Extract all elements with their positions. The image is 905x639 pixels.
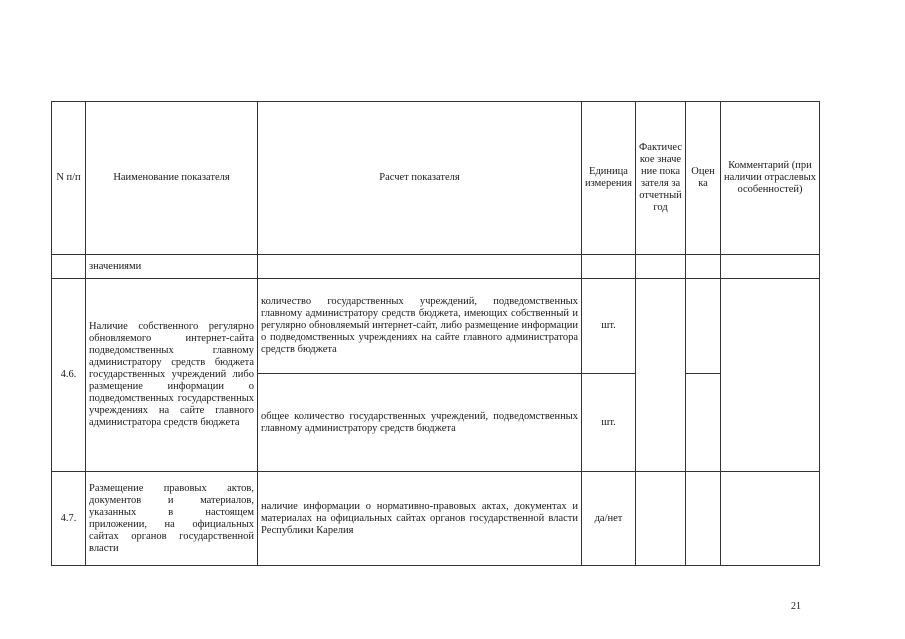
- row46-grade1: [686, 279, 721, 374]
- row46-num: 4.6.: [52, 279, 86, 472]
- header-comment: Комментарий (при наличии отраслевых особенностей): [721, 102, 820, 255]
- row47-calc: наличие информации о нормативно-правовых актах, документах и материалах на официальных сайтах органов государственной власти Республики Карелия: [258, 472, 582, 566]
- row46-unit2: шт.: [582, 374, 636, 472]
- header-grade: Оценка: [686, 102, 721, 255]
- row47-unit: да/нет: [582, 472, 636, 566]
- cont-name: значениями: [86, 255, 258, 279]
- row47-num: 4.7.: [52, 472, 86, 566]
- row46-grade2: [686, 374, 721, 472]
- row46-calc1: количество государственных учреждений, подведомственных главному администратору средств бюджета, имеющих собственный и регулярно обновляемый интернет-сайт, либо размещение информации о подведомственных учреждениях на сайте главного администратора средств бюджета: [258, 279, 582, 374]
- row46-unit1: шт.: [582, 279, 636, 374]
- header-num: N п/п: [52, 102, 86, 255]
- row46-name: Наличие собственного регулярно обновляемого интернет-сайта подведомственных главному администратору средств бюджета государственных учреждений либо размещение информации о подведомственных государственных учреждениях на сайте главного администратора средств бюджета: [86, 279, 258, 472]
- cell-empty: [721, 255, 820, 279]
- header-name: Наименование показателя: [86, 102, 258, 255]
- cell-empty: [636, 255, 686, 279]
- row47-actual: [636, 472, 686, 566]
- cell-empty: [686, 255, 721, 279]
- table-row-4-6a: [52, 279, 820, 374]
- header-calc: Расчет показателя: [258, 102, 582, 255]
- header-unit: Единица измерения: [582, 102, 636, 255]
- cell-empty: [258, 255, 582, 279]
- table-row-continuation: [52, 255, 820, 279]
- cell-empty: [582, 255, 636, 279]
- row47-grade: [686, 472, 721, 566]
- indicator-table: [51, 101, 820, 566]
- row46-comment: [721, 279, 820, 472]
- row46-actual: [636, 279, 686, 472]
- header-actual: Фактическое значение показателя за отчетный год: [636, 102, 686, 255]
- table-header-row: [52, 102, 820, 255]
- row46-calc2: общее количество государственных учреждений, подведомственных главному администратору средств бюджета: [258, 374, 582, 472]
- table-row-4-7: [52, 472, 820, 566]
- cell-empty: [52, 255, 86, 279]
- row47-comment: [721, 472, 820, 566]
- row47-name: Размещение правовых актов, документов и материалов, указанных в настоящем приложении, на официальных сайтах органов государственной власти: [86, 472, 258, 566]
- page-number: 21: [791, 601, 801, 612]
